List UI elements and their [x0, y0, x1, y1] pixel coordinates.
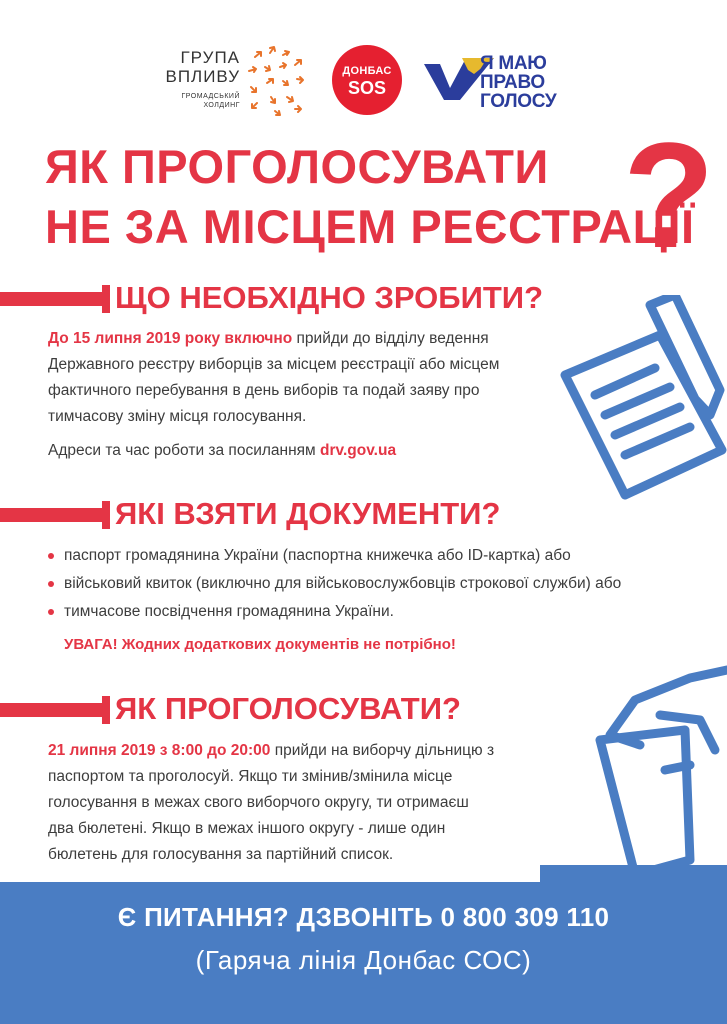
section3-line1-rest: прийди на виборчу дільницю з	[270, 742, 495, 759]
drv-link[interactable]: drv.gov.ua	[320, 442, 397, 459]
section1-heading: ЩО НЕОБХІДНО ЗРОБИТИ?	[115, 280, 544, 315]
list-item: паспорт громадянина України (паспортна книжечка або ID-картка) або	[48, 542, 621, 570]
section3-line5: бюлетень для голосування за партійний список.	[48, 846, 394, 863]
logo-subtext	[160, 92, 240, 110]
section2-bar-end	[102, 501, 110, 529]
donbas-sos-line2: SOS	[347, 78, 386, 98]
list-item: тимчасове посвідчення громадянина України.	[48, 598, 621, 626]
donbas-sos-line1: ДОНБАС	[342, 65, 392, 77]
section1-address	[48, 438, 568, 464]
section3-line3: голосування в межах свого виборчого округу, ти отримаєш	[48, 794, 469, 811]
mayu-pravo-text	[480, 54, 556, 111]
section1-paragraph	[48, 326, 568, 464]
section3-line2: паспортом та проголосуй. Якщо ти змінив/змінила місце	[48, 768, 453, 785]
section3-line4: два бюлетені. Якщо в межах іншого округу - лише один	[48, 820, 446, 837]
section1-bar-end	[102, 285, 110, 313]
logo-text-line1: ГРУПА	[180, 48, 240, 67]
arrows-burst-icon	[245, 45, 307, 117]
documents-list	[48, 542, 621, 626]
grupa-vplyvu-logo	[160, 40, 310, 120]
question-mark: ?	[623, 111, 715, 279]
section1-bar	[0, 292, 108, 306]
section1-line4: тимчасову зміну місця голосування.	[48, 408, 307, 425]
logo-subtext-line2: ХОЛДИНГ	[203, 102, 240, 109]
mayu-pravo-golosu-logo	[422, 48, 572, 118]
footer-hotline-banner	[0, 882, 727, 1024]
main-title	[45, 137, 694, 257]
hotline-caption: (Гаряча лінія Донбас СОС)	[195, 945, 532, 975]
section1-line3: фактичного перебування в день виборів та подай заяву про	[48, 382, 480, 399]
section1-line2: Державного реєстру виборців за місцем реєстрації або місцем	[48, 356, 500, 373]
list-item: військовий квиток (виключно для військовослужбовців строкової служби) або	[48, 570, 621, 598]
section3-date: 21 липня 2019 з 8:00 до 20:00	[48, 742, 271, 759]
section1-line1-rest: прийди до відділу ведення	[292, 330, 489, 347]
warning-text: УВАГА! Жодних додаткових документів не потрібно!	[64, 636, 456, 653]
section2-heading: ЯКІ ВЗЯТИ ДОКУМЕНТИ?	[115, 496, 501, 531]
mayu-pravo-line2: ПРАВО	[480, 72, 545, 93]
section1-deadline: До 15 липня 2019 року включно	[48, 330, 293, 347]
section3-line1	[48, 738, 568, 764]
logo-text-line2: ВПЛИВУ	[165, 67, 240, 86]
hotline-phone: Є ПИТАННЯ? ДЗВОНІТЬ 0 800 309 110	[117, 902, 610, 932]
mayu-pravo-line3: ГОЛОСУ	[480, 91, 557, 112]
hand-ballot-icon	[540, 660, 727, 885]
section1-line1	[48, 326, 568, 352]
section3-bar-end	[102, 696, 110, 724]
section3-paragraph	[48, 738, 568, 868]
section3-bar	[0, 703, 108, 717]
section2-bar	[0, 508, 108, 522]
document-pen-icon	[540, 295, 727, 510]
logo-subtext-line1: ГРОМАДСЬКИЙ	[181, 93, 240, 100]
main-title-line2: НЕ ЗА МІСЦЕМ РЕЄСТРАЦІЇ	[45, 200, 695, 253]
section3-heading: ЯК ПРОГОЛОСУВАТИ?	[115, 691, 461, 726]
section1-address-text: Адреси та час роботи за посиланням	[48, 442, 320, 459]
main-title-line1: ЯК ПРОГОЛОСУВАТИ	[45, 140, 549, 193]
mayu-pravo-line1: Я МАЮ	[480, 53, 547, 74]
donbas-sos-logo	[332, 45, 402, 115]
